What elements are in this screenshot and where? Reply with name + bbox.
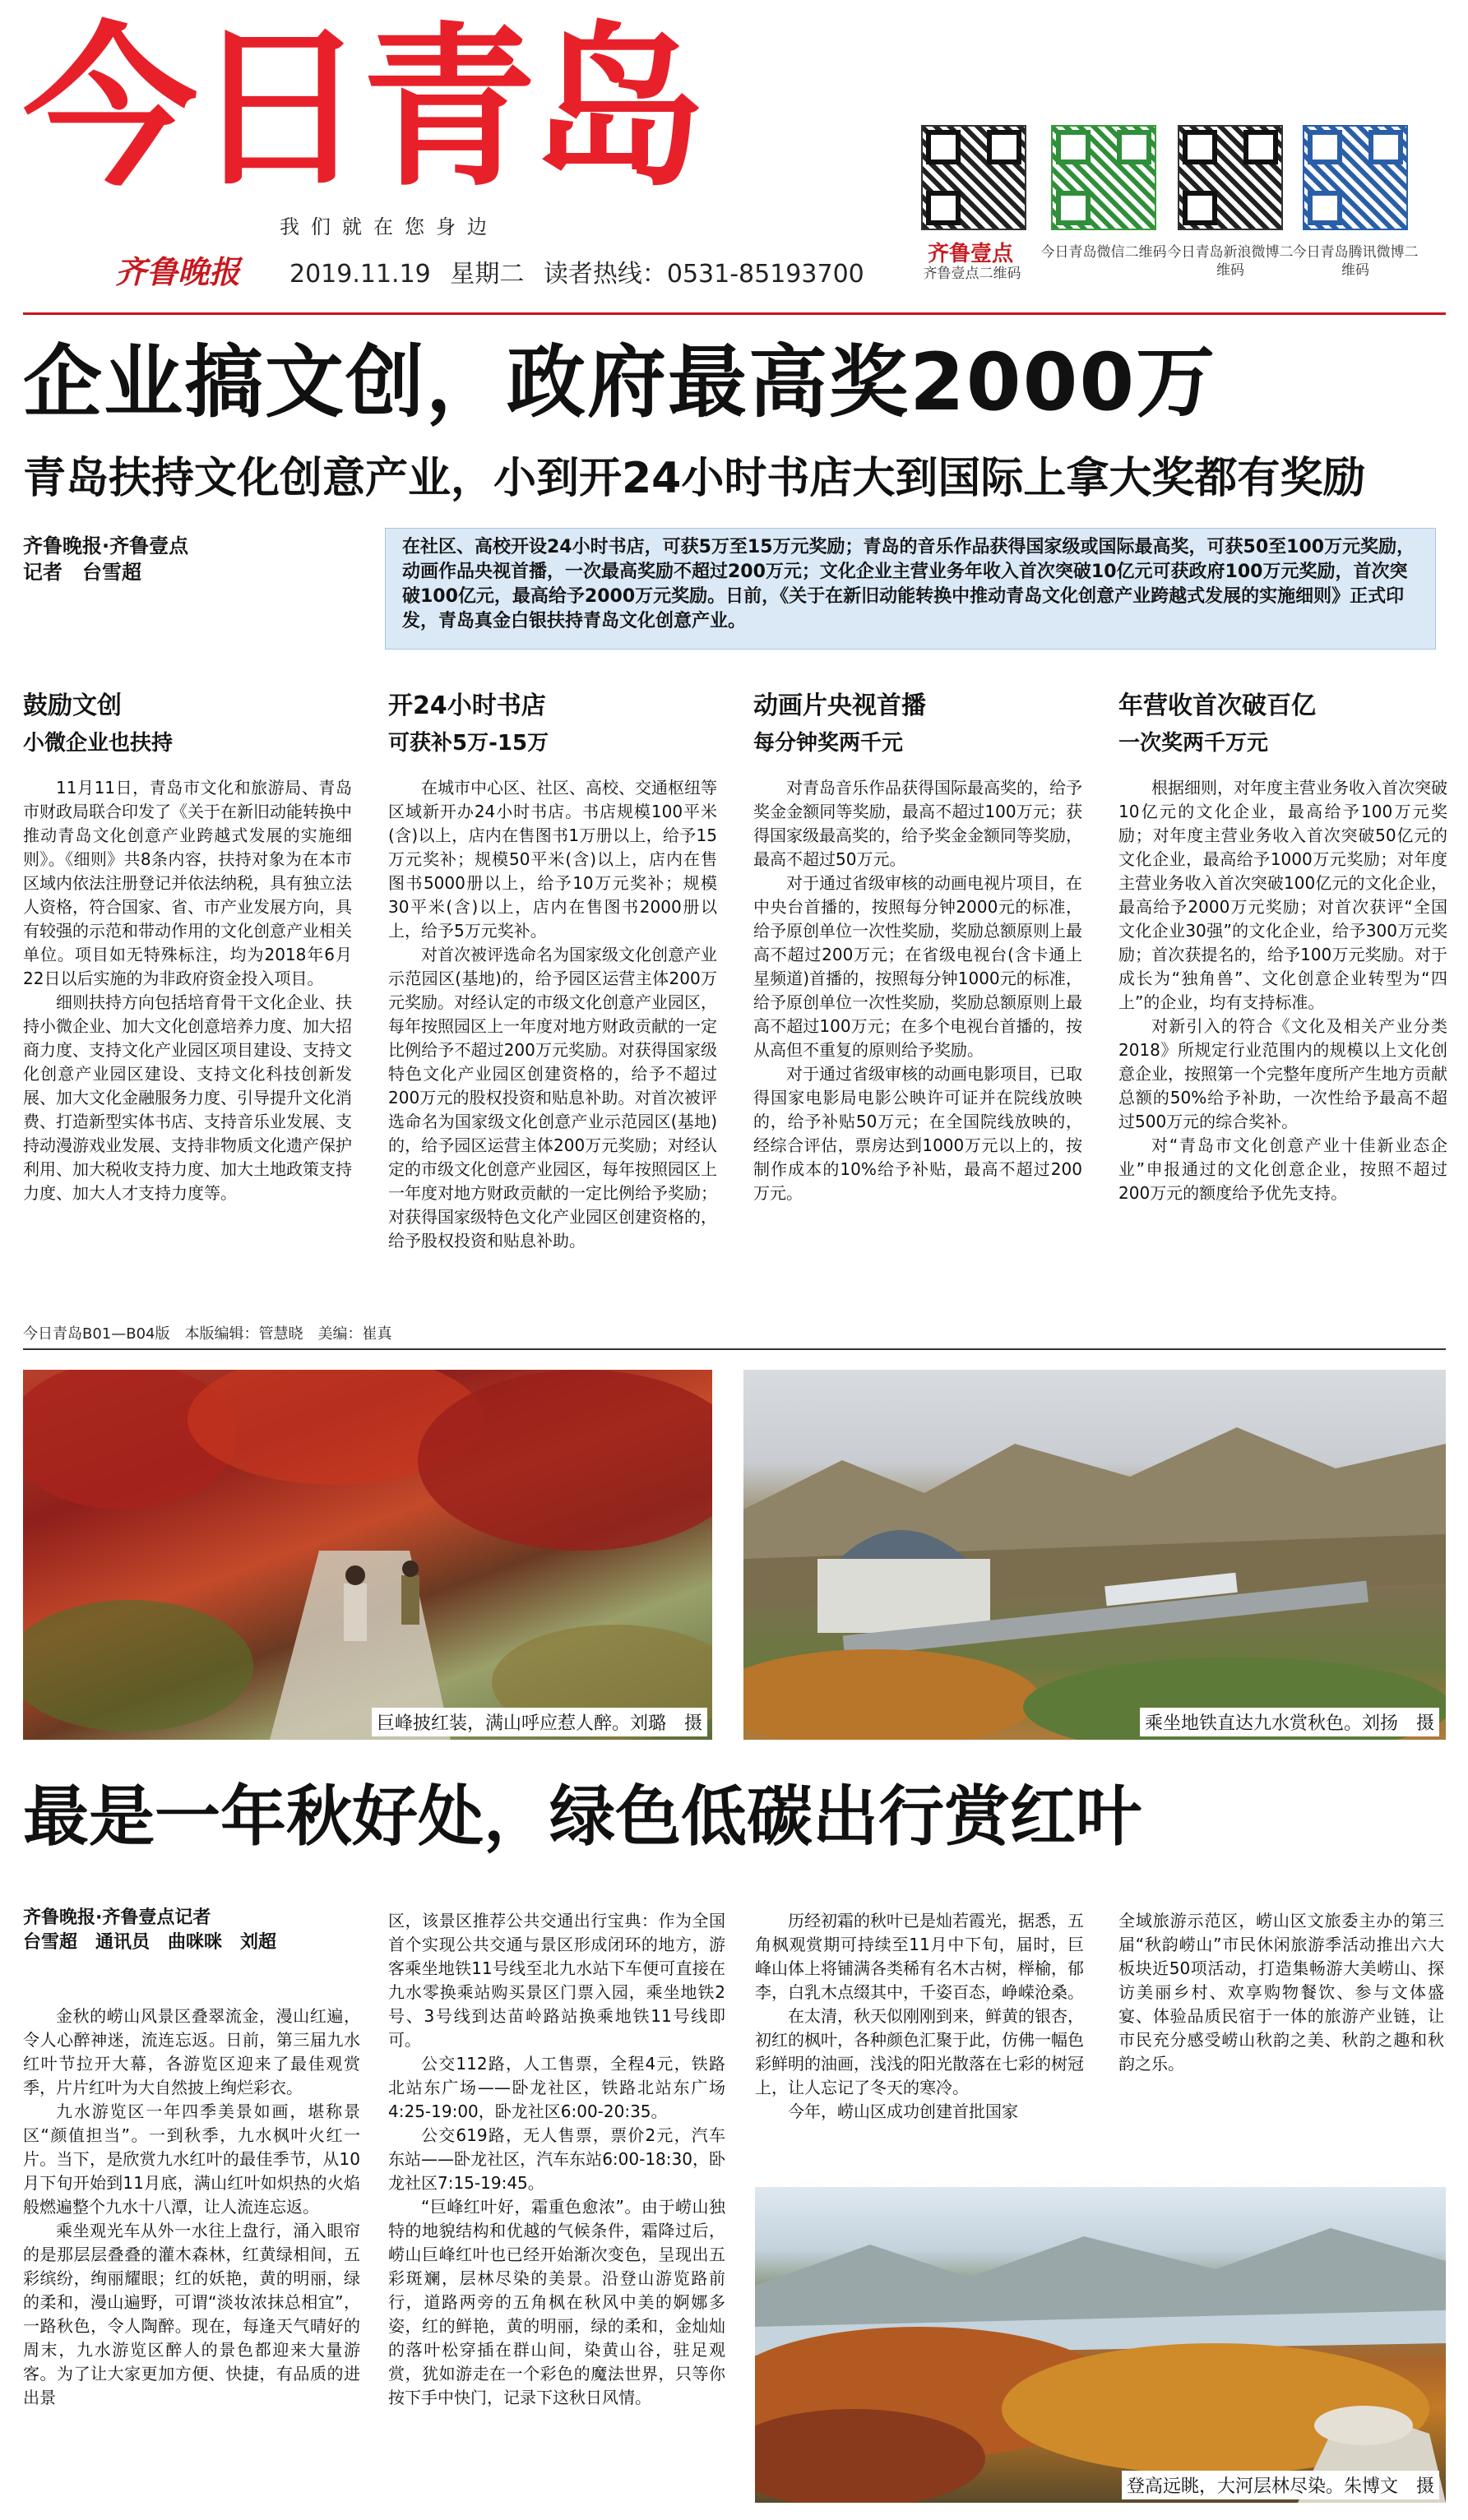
paragraph: 九水游览区一年四季美景如画，堪称景区“颜值担当”。一到秋季，九水枫叶火红一片。当下，是欣赏九水红叶的最佳季节，从10月下旬开始到11月底，满山红叶如炽热的火焰般燃遍整个九水十八潭，让人流连忘返。 — [23, 2102, 360, 2217]
col2-subheading: 可获补5万-15万 — [388, 731, 549, 756]
issue-date-line — [289, 253, 876, 289]
byline-reporter: 记者 台雪超 — [23, 561, 141, 584]
article2-column-2 — [388, 1909, 725, 2410]
paragraph: 对青岛音乐作品获得国际最高奖的，给予奖金金额同等奖励，最高不超过100万元；获得国家级最高奖的，给予奖金金额同等奖励，最高不超过50万元。 — [753, 778, 1082, 869]
article1-column-1 — [23, 776, 352, 1205]
paragraph: 细则扶持方向包括培育骨干文化企业、扶持小微企业、加大文化创意培养力度、加大招商力度、支持文化产业园区项目建设、支持文化创意产业园区建设、支持文化科技创新发展、加大文化金融服务力度、引导提升文化消费、打造新型实体书店、支持音乐业发展、支持动漫游戏业发展、支持非物质文化遗产保护利用、加大税收支持力度、加大土地政策支持力度、加大人才支持力度等。 — [23, 992, 352, 1203]
col1-heading: 鼓励文创 — [23, 691, 122, 720]
col1-subheading: 小微企业也扶持 — [23, 731, 174, 756]
paragraph: 对新引入的符合《文化及相关产业分类2018》所规定行业范围内的规模以上文化创意企业，按照第一个完整年度所产生地方贡献总额的50%给予补助，一次性给予最高不超过500万元的综合奖补。 — [1118, 1016, 1447, 1131]
paragraph: 在太清，秋天似刚刚到来，鲜黄的银杏，初红的枫叶，各种颜色汇聚于此，仿佛一幅色彩鲜明的油画，浅浅的阳光散落在七彩的树冠上，让人忘记了冬天的寒冷。 — [755, 2006, 1084, 2097]
paragraph: 根据细则，对年度主营业务收入首次突破10亿元的文化企业，最高给予100万元奖励；对年度主营业务收入首次突破50亿元的文化企业，最高给予1000万元奖励；对年度主营业务收入首次突破100亿元的文化企业，最高给予2000万元奖励；对首次获评“全国文化企业30强”的文化企业，给予300万元奖励；首次获提名的，给予100万元奖励。对于成长为“独角兽”、文化创意企业转型为“四上”的企业，均有支持标准。 — [1118, 778, 1447, 1012]
col4-heading: 年营收首次破百亿 — [1118, 691, 1316, 720]
qr-label-2: 今日青岛微信二维码 — [1040, 244, 1167, 261]
photo-caption: 乘坐地铁直达九水赏秋色。刘扬 摄 — [1140, 1708, 1439, 1736]
photo-red-autumn-trees — [23, 1370, 712, 1740]
byline-outlet: 齐鲁晚报·齐鲁壹点 — [23, 534, 189, 557]
byline-outlet: 齐鲁晚报·齐鲁壹点记者 — [23, 1907, 211, 1928]
paragraph: 今年，崂山区成功创建首批国家 — [788, 2102, 1018, 2121]
masthead-logo: 今日青岛 — [23, 7, 701, 210]
issue-date: 2019.11.19 — [289, 260, 431, 289]
col4-subheading: 一次奖两千万元 — [1118, 731, 1269, 756]
paragraph: 对“青岛市文化创意产业十佳新业态企业”申报通过的文化创意企业，按照不超过200万元的额度给予优先支持。 — [1118, 1135, 1447, 1203]
article1-column-3 — [753, 776, 1082, 1205]
qr-code-wechat-icon — [1051, 125, 1156, 230]
col3-subheading: 每分钟奖两千元 — [753, 731, 904, 756]
article1-lead-box: 在社区、高校开设24小时书店，可获5万至15万元奖励；青岛的音乐作品获得国家级或国际最高奖，可获50至100万元奖励，动画作品央视首播，一次最高奖励不超过200万元；文化企业主营业务年收入首次突破10亿元可获政府100万元奖励，首次突破100亿元，最高给予2000万元奖励。日前，《关于在新旧动能转换中推动青岛文化创意产业跨越式发展的实施细则》正式印发，青岛真金白银扶持青岛文化创意产业。 — [385, 528, 1436, 650]
photo-caption: 巨峰披红装，满山呼应惹人醉。刘璐 摄 — [372, 1708, 707, 1736]
qr-code-qilu-icon — [921, 125, 1026, 230]
paragraph: 公交112路，人工售票，全程4元，铁路北站东广场——卧龙社区，铁路北站东广场4:25-19:00，卧龙社区6:00-20:35。 — [388, 2054, 725, 2121]
masthead-slogan: 我们就在您身边 — [280, 215, 498, 238]
sub-brand-logo: 齐鲁晚报 — [115, 253, 241, 290]
qr-code-sina-weibo-icon — [1178, 125, 1283, 230]
reader-hotline: 读者热线：0531-85193700 — [543, 260, 864, 289]
paragraph: 历经初霜的秋叶已是灿若霞光，据悉，五角枫观赏期可持续至11月中下旬，届时，巨峰山体上将铺满各类稀有名木古树，榉榆，郁李，白乳木点缀其中，千姿百态，峥嵘沧桑。 — [755, 1911, 1084, 2002]
photo-metro-station-autumn — [743, 1370, 1446, 1740]
qr-label-4: 今日青岛腾讯微博二维码 — [1292, 244, 1419, 279]
article1-column-4 — [1118, 776, 1447, 1205]
article2-byline — [23, 1906, 276, 1955]
photo-laoshan-overlook — [755, 2187, 1446, 2503]
paragraph: 乘坐观光车从外一水往上盘行，涌入眼帘的是那层层叠叠的灌木森林，红黄绿相间，五彩缤纷，绚丽耀眼；红的妖艳，黄的明丽，绿的柔和，漫山遍野，可谓“淡妆浓抹总相宜”，一路秋色，令人陶醉。现在，每逢天气晴好的周末，九水游览区醉人的景色都迎来大量游客。为了让大家更加方便、快捷，有品质的进出景 — [23, 2221, 360, 2407]
article2-column-4 — [1118, 1909, 1444, 2076]
main-subheadline: 青岛扶持文化创意产业，小到开24小时书店大到国际上拿大奖都有奖励 — [23, 454, 1366, 503]
qr-label-1: 齐鲁壹点二维码 — [923, 266, 1021, 282]
article1-column-2 — [388, 776, 717, 1253]
paragraph: 金秋的崂山风景区叠翠流金，漫山红遍，令人心醉神迷，流连忘返。日前，第三届九水红叶节拉开大幕，各游览区迎来了最佳观赏季，片片红叶为大自然披上绚烂彩衣。 — [23, 2006, 360, 2097]
paragraph: 对于通过省级审核的动画电视片项目，在中央台首播的，按照每分钟2000元的标准，给予原创单位一次性奖励，奖励总额原则上最高不超过200万元；在省级电视台(含卡通上星频道)首播的，按照每分钟1000元的标准，给予原创单位一次性奖励，奖励总额原则上最高不超过100万元；在多个电视台首播的，按从高但不重复的原则给予奖励。 — [753, 873, 1082, 1060]
qr-code-tencent-weibo-icon — [1303, 125, 1408, 230]
section-divider — [23, 1348, 1446, 1350]
col2-heading: 开24小时书店 — [388, 691, 546, 720]
qr-label-3: 今日青岛新浪微博二维码 — [1167, 244, 1294, 279]
issue-weekday: 星期二 — [450, 260, 525, 289]
paragraph: “巨峰红叶好，霜重色愈浓”。由于崂山独特的地貌结构和优越的气候条件，霜降过后，崂山巨峰红叶也已经开始渐次变色，呈现出五彩斑斓，层林尽染的美景。沿登山游览路前行，道路两旁的五角枫在秋风中美的婀娜多姿，红的鲜艳，黄的明丽，绿的柔和，金灿灿的落叶松穿插在群山间，染黄山谷，驻足观赏，犹如游走在一个彩色的魔法世界，只等你按下手中快门，记录下这秋日风情。 — [388, 2197, 725, 2407]
paragraph: 区，该景区推荐公共交通出行宝典：作为全国首个实现公共交通与景区形成闭环的地方，游客乘坐地铁11号线至北九水站下车便可直接在九水零换乘站购买景区门票入园，乘坐地铁2号、3号线到达苗岭路站换乘地铁11号线即可。 — [388, 1911, 725, 2050]
second-headline: 最是一年秋好处，绿色低碳出行赏红叶 — [23, 1778, 1142, 1855]
qilu-yidian-brand: 齐鲁壹点 — [928, 242, 1014, 266]
article2-column-3 — [755, 1909, 1084, 2124]
paragraph: 11月11日，青岛市文化和旅游局、青岛市财政局联合印发了《关于在新旧动能转换中推动青岛文化创意产业跨越式发展的实施细则》。《细则》共8条内容，扶持对象为在本市区域内依法注册登记并依法纳税，具有独立法人资格，符合国家、省、市产业发展方向，具有较强的示范和带动作用的文化创意产业相关单位。项目如无特殊标注，均为2018年6月22日以后实施的为非政府资金投入项目。 — [23, 778, 352, 988]
photo-caption: 登高远眺，大河层林尽染。朱博文 摄 — [1122, 2471, 1439, 2499]
article2-column-1 — [23, 2004, 360, 2410]
main-headline: 企业搞文创，政府最高奖2000万 — [23, 336, 1217, 428]
paragraph: 对于通过省级审核的动画电影项目，已取得国家电影局电影公映许可证并在院线放映的，给予补贴50万元；在全国院线放映的，经综合评估，票房达到1000万元以上的，按制作成本的10%给予补贴，最高不超过200万元。 — [753, 1064, 1082, 1203]
edition-credit-line: 今日青岛B01—B04版 本版编辑：管慧晓 美编：崔真 — [23, 1325, 392, 1343]
col3-heading: 动画片央视首播 — [753, 691, 926, 720]
paragraph: 在城市中心区、社区、高校、交通枢纽等区域新开办24小时书店。书店规模100平米(含)以上，店内在售图书1万册以上，给予15万元奖补；规模50平米(含)以上，店内在售图书5000册以上，给予10万元奖补；规模30平米(含)以上，店内在售图书2000册以上，给予5万元奖补。 — [388, 778, 717, 941]
byline-reporters: 台雪超 通讯员 曲咪咪 刘超 — [23, 1932, 277, 1953]
paragraph: 公交619路，无人售票，票价2元，汽车东站——卧龙社区，汽车东站6:00-18:30，卧龙社区7:15-19:45。 — [388, 2125, 725, 2193]
paragraph: 对首次被评选命名为国家级文化创意产业示范园区(基地)的，给予园区运营主体200万元奖励。对经认定的市级文化创意产业园区，每年按照园区上一年度对地方财政贡献的一定比例给予不超过200万元奖励。对获得国家级特色文化产业园区创建资格的，给予不超过200万元的股权投资和贴息补助。对首次被评选命名为国家级文化创意产业示范园区(基地)的，给予园区运营主体200万元奖励；对经认定的市级文化创意产业园区，每年按照园区上一年度对地方财政贡献的一定比例给予奖励；对获得国家级特色文化产业园区创建资格的，给予股权投资和贴息补助。 — [388, 945, 717, 1251]
masthead-divider — [23, 312, 1446, 315]
article1-byline — [23, 533, 188, 585]
paragraph: 全域旅游示范区，崂山区文旅委主办的第三届“秋韵崂山”市民休闲旅游季活动推出六大板块近50项活动，打造集畅游大美崂山、探访美丽乡村、欢享购物餐饮、参与文体盛宴、体验品质民宿于一体的旅游产业链，让市民充分感受崂山秋韵之美、秋韵之趣和秋韵之乐。 — [1118, 1911, 1444, 2074]
